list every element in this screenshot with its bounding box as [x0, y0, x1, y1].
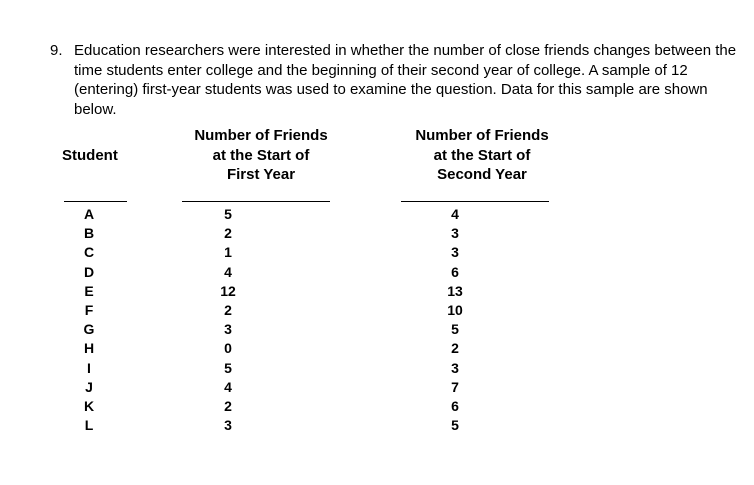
first-year-cell: 4	[224, 378, 232, 395]
header-first-year-line: at the Start of	[212, 146, 310, 164]
header-rule-first-year	[182, 201, 330, 202]
student-cell: D	[83, 263, 95, 280]
header-second-year-line: at the Start of	[433, 146, 531, 164]
first-year-cell: 5	[224, 206, 232, 222]
second-year-cell: 3	[451, 359, 459, 376]
student-cell: G	[83, 321, 95, 338]
header-second-year-line: Number of Friends	[415, 127, 549, 144]
second-year-column	[437, 205, 473, 435]
second-year-cell: 5	[451, 321, 459, 338]
header-first-year	[176, 126, 346, 185]
header-first-year-line: First Year	[226, 166, 296, 183]
student-cell: J	[85, 378, 93, 395]
student-column	[72, 205, 106, 435]
header-second-year	[396, 126, 568, 185]
second-year-cell: 4	[451, 206, 459, 222]
question-block	[50, 41, 740, 119]
second-year-cell: 3	[451, 244, 459, 261]
student-cell: E	[84, 282, 94, 299]
second-year-cell: 13	[447, 282, 463, 299]
first-year-cell: 3	[224, 321, 232, 338]
first-year-column	[210, 205, 246, 435]
first-year-cell: 2	[224, 301, 232, 318]
second-year-cell: 6	[451, 263, 459, 280]
question-number: 9.	[50, 42, 63, 59]
student-cell: B	[83, 225, 95, 242]
student-cell: C	[83, 244, 95, 261]
header-rule-student	[64, 201, 127, 202]
first-year-cell: 2	[224, 225, 232, 242]
second-year-cell: 7	[451, 378, 459, 395]
first-year-cell: 12	[220, 282, 236, 299]
student-cell: A	[83, 206, 95, 222]
first-year-cell: 5	[224, 359, 232, 376]
student-cell: H	[83, 340, 95, 357]
first-year-cell: 2	[224, 397, 232, 414]
student-cell: L	[84, 417, 94, 434]
header-rule-second-year	[401, 201, 549, 202]
student-cell: K	[83, 397, 95, 414]
student-cell: I	[87, 359, 91, 376]
second-year-cell: 5	[451, 417, 459, 434]
header-second-year-line: Second Year	[437, 166, 527, 183]
header-student: Student	[62, 147, 118, 164]
first-year-cell: 0	[224, 340, 232, 357]
first-year-cell: 1	[224, 244, 232, 261]
first-year-cell: 3	[224, 417, 232, 434]
student-cell: F	[84, 301, 94, 318]
second-year-cell: 3	[451, 225, 459, 242]
second-year-cell: 6	[451, 397, 459, 414]
question-text: Education researchers were interested in whether the number of close friends changes between the time students enter college and the beginning of their second year of college. A sample of 12 (entering) first-year students was used to examine the question. Data for this sample are shown below.	[74, 42, 737, 118]
second-year-cell: 10	[447, 301, 463, 318]
header-first-year-line: Number of Friends	[194, 127, 328, 144]
second-year-cell: 2	[451, 340, 459, 357]
first-year-cell: 4	[224, 263, 232, 280]
